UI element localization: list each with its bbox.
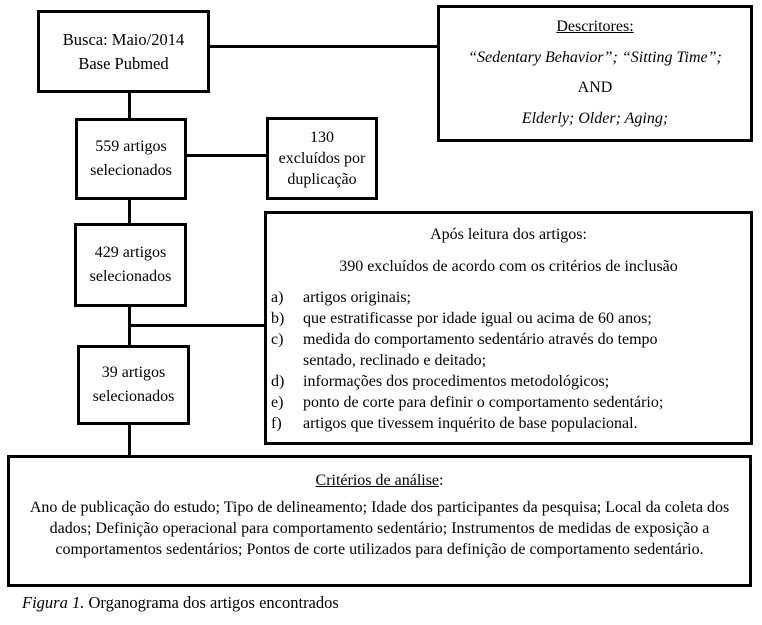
connector-559-429 [128, 200, 131, 223]
count-130-line-3: duplicação [287, 171, 357, 189]
list-item [271, 287, 750, 308]
after-reading-title: Após leitura dos artigos: [430, 226, 587, 243]
figure-caption-text: Organograma dos artigos encontrados [84, 593, 339, 612]
list-item-text: informações dos procedimentos metodológicos; [303, 373, 610, 390]
list-item-label: a) [271, 289, 284, 306]
box-130-excluded [266, 117, 378, 200]
list-item-label: c) [271, 331, 284, 348]
connector-39-criterios [128, 425, 131, 455]
box-39-selected [77, 345, 190, 425]
descriptors-age-terms: Elderly; Older; Aging; [521, 110, 669, 128]
descriptors-terms: “Sedentary Behavior”; “Sitting Time”; [468, 48, 722, 66]
count-130-line-1: 130 [310, 128, 334, 146]
connector-559-130 [187, 154, 266, 157]
box-descriptors [437, 5, 753, 142]
list-item-label: d) [271, 373, 285, 390]
figure-caption-label: Figura 1. [22, 593, 85, 612]
list-item [271, 413, 750, 434]
count-559-line-1: 559 artigos [95, 138, 167, 155]
after-reading-subtitle: 390 excluídos de acordo com os critérios de inclusão [339, 258, 678, 275]
box-search-source [37, 10, 210, 93]
count-429-line-1: 429 artigos [94, 244, 167, 261]
connector-branch-aposleitura [131, 324, 264, 327]
list-item-text: medida do comportamento sedentário através do tempo sentado, reclinado e deitado; [303, 331, 658, 369]
list-item [271, 329, 750, 371]
list-item-text: artigos que tivessem inquérito de base populacional. [303, 415, 638, 432]
descriptors-operator: AND [577, 79, 613, 97]
list-item-label: e) [271, 394, 284, 411]
box-429-selected [74, 223, 187, 307]
count-39-line-2: selecionados [92, 388, 175, 405]
list-item-text: ponto de corte para definir o comportamento sedentário; [303, 394, 664, 411]
box-559-selected [75, 118, 187, 200]
inclusion-criteria-list [271, 287, 750, 434]
list-item [271, 371, 750, 392]
descriptors-title: Descritores: [556, 18, 634, 35]
analysis-criteria-title-colon: : [439, 472, 444, 489]
count-130-line-2: excluídos por [278, 149, 366, 167]
list-item-label: b) [271, 310, 285, 327]
count-39-line-1: 39 artigos [101, 364, 166, 381]
figure-caption [22, 592, 339, 613]
analysis-criteria-title-text: Critérios de análise [315, 472, 440, 489]
box-analysis-criteria [7, 455, 752, 587]
list-item [271, 392, 750, 413]
search-line-1: Busca: Maio/2014 [62, 29, 185, 49]
count-429-line-2: selecionados [89, 268, 172, 285]
list-item [271, 308, 750, 329]
connector-busca-559 [128, 93, 131, 118]
search-line-2: Base Pubmed [78, 53, 169, 73]
count-559-line-2: selecionados [90, 162, 172, 179]
list-item-text: que estratificasse por idade igual ou acima de 60 anos; [303, 310, 652, 327]
analysis-criteria-title [10, 470, 749, 491]
connector-busca-descritores [210, 45, 437, 48]
analysis-criteria-body: Ano de publicação do estudo; Tipo de delineamento; Idade dos participantes da pesquisa; Local da coleta dos dados; Definição operacional para comportamento sedentário; Instrumentos de medidas de exposição a comportamentos sedentários; Pontos de corte utilizados para definição de comportamento sedentário. [29, 499, 730, 558]
list-item-text: artigos originais; [303, 289, 411, 306]
list-item-label: f) [271, 415, 282, 432]
box-after-reading [264, 211, 753, 445]
